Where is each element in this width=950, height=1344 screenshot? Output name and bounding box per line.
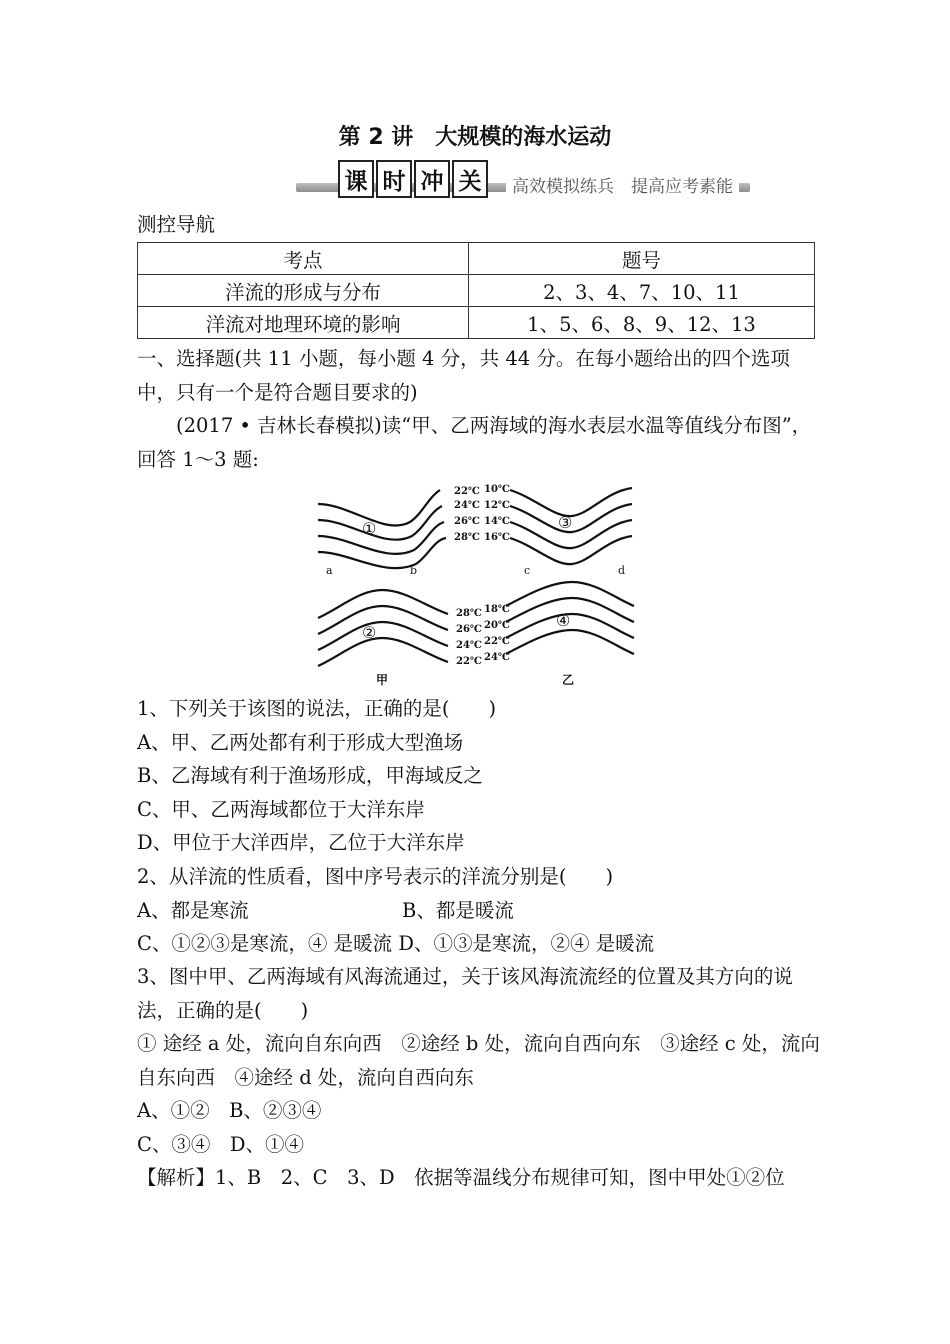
- current-marker: ④: [556, 611, 571, 630]
- option-row: [137, 894, 827, 928]
- isotherm-line: [318, 638, 448, 666]
- banner-char: 关: [452, 160, 488, 198]
- option-a: A、甲、乙两处都有利于形成大型渔场: [137, 730, 464, 754]
- table-row: [138, 307, 815, 339]
- analysis-text: 【解析】1、B 2、C 3、D 依据等温线分布规律可知，图中甲处①②位: [137, 1166, 785, 1189]
- isotherm-diagram: [310, 478, 640, 688]
- table-row: [138, 275, 815, 307]
- option-cd: C、③④ D、①④: [137, 1132, 305, 1156]
- table-header: 题号: [469, 243, 815, 275]
- navigation-table: [137, 242, 815, 339]
- isotherm-label: 24℃: [454, 500, 480, 511]
- isotherm-label: 18℃: [484, 604, 510, 615]
- page-title: 第 2 讲 大规模的海水运动: [338, 125, 612, 150]
- option-b: B、乙海域有利于渔场形成，甲海域反之: [137, 764, 483, 787]
- option-c: C、甲、乙两海域都位于大洋东岸: [137, 797, 425, 821]
- isotherm-label: 28℃: [456, 608, 482, 619]
- banner-char: 课: [338, 160, 374, 198]
- question-stem: 1、下列关于该图的说法，正确的是( ): [137, 697, 497, 720]
- isotherm-label: 22℃: [456, 656, 482, 667]
- current-marker: ③: [558, 513, 573, 532]
- isotherm-label: 22℃: [484, 636, 510, 647]
- isotherm-line: [318, 490, 440, 526]
- option-a: A、都是寒流: [137, 898, 249, 922]
- region-label-jia: 甲: [376, 673, 389, 687]
- isotherm-label: 20℃: [484, 620, 510, 631]
- table-cell: 2、3、4、7、10、11: [469, 275, 815, 307]
- option-ab: A、①② B、②③④: [137, 1099, 322, 1122]
- banner-char: 时: [376, 160, 412, 198]
- isotherm-label: 12℃: [484, 500, 510, 511]
- isotherm-line: [510, 488, 632, 516]
- isotherm-line: [318, 606, 448, 634]
- option-d: D、甲位于大洋西岸，乙位于大洋东岸: [137, 831, 465, 854]
- isotherm-label: 28℃: [454, 532, 480, 543]
- option-cd: C、①②③是寒流，④ 是暖流 D、①③是寒流，②④ 是暖流: [137, 932, 655, 955]
- isotherm-figure: [310, 478, 640, 688]
- isotherm-line: [318, 622, 448, 650]
- isotherm-line: [510, 536, 632, 564]
- section-banner: [296, 160, 750, 200]
- isotherm-label: 14℃: [484, 516, 510, 527]
- isotherm-line: [506, 630, 634, 654]
- nav-heading: 测控导航: [137, 213, 216, 236]
- option-b: B、都是暖流: [402, 898, 514, 922]
- isotherm-line: [506, 582, 634, 606]
- isotherm-label: 10℃: [484, 484, 510, 495]
- question-2: [137, 860, 827, 961]
- isotherm-label: 26℃: [456, 624, 482, 635]
- table-header-row: [138, 243, 815, 275]
- question-intro: (2017 • 吉林长春模拟)读“甲、乙两海域的海水表层水温等值线分布图”，回答 1～3 题:: [137, 414, 812, 471]
- section-instructions: 一、选择题(共 11 小题，每小题 4 分，共 44 分。在每小题给出的四个选项中，只有一个是符合题目要求的): [137, 347, 790, 404]
- table-cell: 洋流的形成与分布: [138, 275, 469, 307]
- current-marker: ①: [362, 519, 377, 538]
- banner-title: [338, 160, 490, 198]
- question-items: ① 途经 a 处，流向自东向西 ②途经 b 处，流向自西向东 ③途经 c 处，流向自东向西 ④途经 d 处，流向自西向东: [137, 1032, 820, 1089]
- banner-char: 冲: [414, 160, 450, 198]
- question-stem: 2、从洋流的性质看，图中序号表示的洋流分别是( ): [137, 865, 614, 888]
- isotherm-label: 24℃: [456, 640, 482, 651]
- point-label: c: [524, 564, 531, 577]
- point-label: b: [410, 564, 418, 577]
- banner-slogan: 高效模拟练兵 提高应考素能: [506, 172, 739, 197]
- question-stem: 3、图中甲、乙两海域有风海流通过，关于该风海流流经的位置及其方向的说法，正确的是( ): [137, 965, 793, 1022]
- current-marker: ②: [362, 623, 377, 642]
- region-label-yi: 乙: [562, 673, 575, 687]
- table-cell: 1、5、6、8、9、12、13: [469, 307, 815, 339]
- point-label: d: [618, 564, 626, 577]
- isotherm-line: [318, 590, 448, 618]
- isotherm-label: 24℃: [484, 652, 510, 663]
- question-1: [137, 692, 827, 860]
- isotherm-label: 26℃: [454, 516, 480, 527]
- table-cell: 洋流对地理环境的影响: [138, 307, 469, 339]
- question-3: [137, 960, 827, 1161]
- isotherm-label: 16℃: [484, 532, 510, 543]
- point-label: a: [326, 564, 333, 577]
- table-header: 考点: [138, 243, 469, 275]
- isotherm-label: 22℃: [454, 486, 480, 497]
